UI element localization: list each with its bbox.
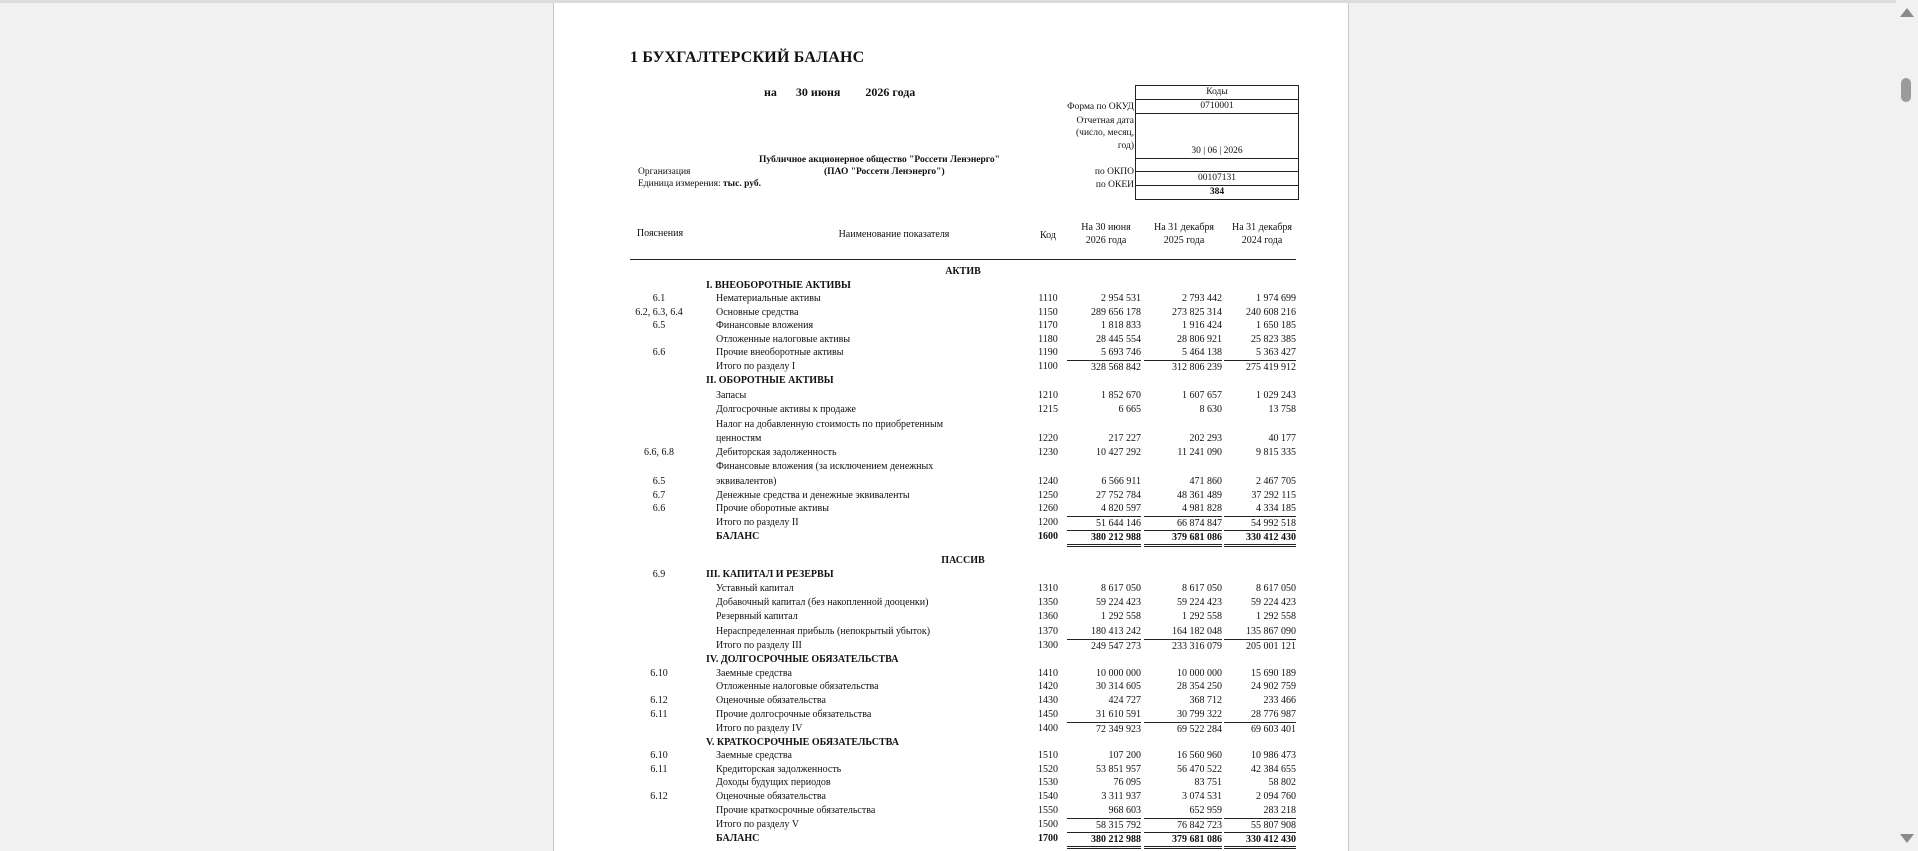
row-code: 1215 (1038, 404, 1058, 415)
row-name: Запасы (716, 390, 747, 401)
row-value-2025-12: 1 607 657 (1182, 390, 1222, 401)
row-value-2025-12: 202 293 (1189, 433, 1222, 444)
row-value-2026-06: 76 095 (1113, 777, 1141, 788)
report-date-line (764, 85, 915, 100)
table-row (630, 694, 1296, 707)
header-col2-line1: На 31 декабря (1153, 222, 1215, 233)
row-value-2025-12: 8 617 050 (1182, 583, 1222, 594)
row-note: 6.7 (652, 490, 666, 501)
row-name: Доходы будущих периодов (716, 777, 831, 788)
row-value-2025-12: 273 825 314 (1172, 307, 1222, 318)
row-value-2025-12: 164 182 048 (1172, 626, 1222, 637)
report-date-label-2: (число, месяц, (1076, 128, 1134, 138)
table-section-heading (630, 374, 1296, 387)
table-subtotal-row (630, 722, 1296, 735)
row-value-2026-06: 107 200 (1108, 750, 1141, 761)
row-name: Заемные средства (716, 750, 792, 761)
org-name-line-1: Публичное акционерное общество "Россети Ленэнерго" (759, 155, 1000, 165)
okei-code: 384 (1209, 187, 1225, 197)
row-value-2024-12: 10 986 473 (1251, 750, 1296, 761)
header-name: Наименование показателя (838, 229, 950, 240)
row-value-2025-12: 652 959 (1189, 805, 1222, 816)
row-value-2025-12: 10 000 000 (1177, 668, 1222, 679)
header-col1-line1: На 30 июня (1081, 222, 1131, 233)
table-row (630, 333, 1296, 346)
row-name: Дебиторская задолженность (716, 447, 837, 458)
row-name: Итого по разделу I (716, 361, 796, 372)
row-value-2026-06: 30 314 605 (1096, 681, 1141, 692)
row-value-2024-12: 69 603 401 (1224, 722, 1296, 736)
row-name: Финансовые вложения (за исключением денежных (716, 461, 934, 472)
row-value-2024-12: 40 177 (1268, 433, 1296, 444)
row-value-2025-12: 233 316 079 (1144, 639, 1222, 653)
row-code: 1250 (1038, 490, 1058, 501)
table-row (630, 610, 1296, 623)
row-note: 6.10 (650, 668, 668, 679)
row-value-2025-12: 368 712 (1189, 695, 1222, 706)
row-value-2025-12: 59 224 423 (1177, 597, 1222, 608)
table-row (630, 292, 1296, 305)
table-row (630, 708, 1296, 721)
row-code: 1530 (1038, 777, 1058, 788)
row-value-2024-12: 233 466 (1263, 695, 1296, 706)
row-code: 1510 (1038, 750, 1058, 761)
org-label: Организация (638, 167, 691, 177)
document-title: 1 БУХГАЛТЕРСКИЙ БАЛАНС (630, 49, 865, 66)
row-value-2026-06: 58 315 792 (1067, 818, 1141, 832)
row-value-2025-12: 5 464 138 (1182, 347, 1222, 358)
row-value-2025-12: 30 799 322 (1177, 709, 1222, 720)
row-name: Основные средства (716, 307, 799, 318)
row-value-2026-06: 31 610 591 (1096, 709, 1141, 720)
table-row (630, 596, 1296, 609)
table-row (630, 460, 1296, 473)
row-code: 1260 (1038, 503, 1058, 514)
row-value-2025-12: 28 806 921 (1177, 334, 1222, 345)
row-value-2025-12: 2 793 442 (1182, 293, 1222, 304)
row-value-2026-06: 217 227 (1108, 433, 1141, 444)
row-value-2025-12: 379 681 086 (1144, 530, 1222, 547)
table-balance-row (630, 530, 1296, 543)
report-date-cell (1136, 114, 1298, 159)
row-value-2026-06: 1 292 558 (1101, 611, 1141, 622)
row-value-2024-12: 1 650 185 (1256, 320, 1296, 331)
row-value-2025-12: 1 916 424 (1182, 320, 1222, 331)
row-code: 1220 (1038, 433, 1058, 444)
row-value-2024-12: 15 690 189 (1251, 668, 1296, 679)
row-value-2026-06: 3 311 937 (1101, 791, 1141, 802)
row-name: ценностям (716, 433, 762, 444)
row-value-2026-06: 380 212 988 (1067, 530, 1141, 547)
row-name: АКТИВ (945, 266, 981, 277)
row-value-2024-12: 28 776 987 (1251, 709, 1296, 720)
row-code: 1300 (1038, 640, 1058, 651)
date-year: 2026 года (865, 85, 916, 99)
row-note: 6.9 (652, 569, 666, 580)
table-section-heading (630, 568, 1296, 581)
row-name: IV. ДОЛГОСРОЧНЫЕ ОБЯЗАТЕЛЬСТВА (706, 654, 899, 665)
scrollbar-thumb[interactable] (1901, 78, 1911, 102)
row-value-2024-12: 25 823 385 (1251, 334, 1296, 345)
row-value-2024-12: 1 292 558 (1256, 611, 1296, 622)
row-name: Долгосрочные активы к продаже (716, 404, 856, 415)
header-col1-line2: 2026 года (1085, 235, 1127, 246)
unit-value: тыс. руб. (723, 179, 761, 189)
row-value-2024-12: 24 902 759 (1251, 681, 1296, 692)
table-row (630, 319, 1296, 332)
row-code: 1100 (1038, 361, 1058, 372)
org-name-line-2: (ПАО "Россети Ленэнерго") (824, 167, 945, 177)
row-value-2026-06: 53 851 957 (1096, 764, 1141, 775)
row-value-2024-12: 54 992 518 (1224, 516, 1296, 530)
row-value-2025-12: 28 354 250 (1177, 681, 1222, 692)
row-value-2026-06: 10 000 000 (1096, 668, 1141, 679)
row-value-2025-12: 11 241 090 (1177, 447, 1222, 458)
row-value-2026-06: 1 852 670 (1101, 390, 1141, 401)
row-value-2026-06: 4 820 597 (1101, 503, 1141, 514)
table-row (630, 625, 1296, 638)
row-code: 1420 (1038, 681, 1058, 692)
row-name: Заемные средства (716, 668, 792, 679)
table-row (630, 804, 1296, 817)
row-note: 6.6, 6.8 (644, 447, 674, 458)
row-value-2024-12: 13 758 (1268, 404, 1296, 415)
row-value-2026-06: 6 665 (1118, 404, 1141, 415)
table-row (630, 763, 1296, 776)
table-balance-row (630, 832, 1296, 845)
okud-label: Форма по ОКУД (1067, 102, 1134, 112)
row-value-2024-12: 37 292 115 (1251, 490, 1296, 501)
row-value-2024-12: 135 867 090 (1246, 626, 1296, 637)
table-subtotal-row (630, 516, 1296, 529)
table-row (630, 582, 1296, 595)
row-code: 1200 (1038, 517, 1058, 528)
row-name: Резервный капитал (716, 611, 798, 622)
row-code: 1600 (1038, 531, 1058, 542)
row-code: 1430 (1038, 695, 1058, 706)
report-date-value: 30 | 06 | 2026 (1191, 146, 1243, 156)
row-value-2026-06: 10 427 292 (1096, 447, 1141, 458)
row-note: 6.12 (650, 791, 668, 802)
table-row (630, 475, 1296, 488)
row-note: 6.1 (652, 293, 666, 304)
row-value-2024-12: 240 608 216 (1246, 307, 1296, 318)
row-value-2025-12: 66 874 847 (1144, 516, 1222, 530)
row-code: 1240 (1038, 476, 1058, 487)
row-code: 1370 (1038, 626, 1058, 637)
row-value-2024-12: 4 334 185 (1256, 503, 1296, 514)
row-name: Итого по разделу III (716, 640, 802, 651)
row-value-2026-06: 51 644 146 (1067, 516, 1141, 530)
row-value-2026-06: 380 212 988 (1067, 832, 1141, 849)
row-note: 6.11 (650, 709, 668, 720)
row-name: V. КРАТКОСРОЧНЫЕ ОБЯЗАТЕЛЬСТВА (706, 737, 899, 748)
table-row (630, 667, 1296, 680)
table-group-heading (630, 265, 1296, 278)
report-date-label-1: Отчетная дата (1076, 116, 1134, 126)
row-name: Итого по разделу II (716, 517, 799, 528)
row-name: III. КАПИТАЛ И РЕЗЕРВЫ (706, 569, 834, 580)
row-value-2026-06: 328 568 842 (1067, 360, 1141, 374)
row-value-2026-06: 180 413 242 (1091, 626, 1141, 637)
okei-label: по ОКЕИ (1095, 180, 1134, 190)
table-section-heading (630, 279, 1296, 292)
table-subtotal-row (630, 360, 1296, 373)
row-value-2025-12: 3 074 531 (1182, 791, 1222, 802)
row-value-2026-06: 6 566 911 (1101, 476, 1141, 487)
vertical-scrollbar[interactable] (1896, 0, 1918, 851)
row-value-2026-06: 8 617 050 (1101, 583, 1141, 594)
row-value-2024-12: 205 001 121 (1224, 639, 1296, 653)
scroll-down-arrow-icon[interactable] (1900, 834, 1914, 843)
row-code: 1500 (1038, 819, 1058, 830)
row-value-2025-12: 471 860 (1189, 476, 1222, 487)
row-value-2024-12: 5 363 427 (1256, 347, 1296, 358)
row-value-2026-06: 72 349 923 (1067, 722, 1141, 736)
row-code: 1550 (1038, 805, 1058, 816)
codes-header: Коды (1136, 86, 1298, 100)
table-subtotal-row (630, 818, 1296, 831)
row-name: Финансовые вложения (716, 320, 814, 331)
row-value-2026-06: 968 603 (1108, 805, 1141, 816)
header-rule (630, 259, 1296, 260)
table-row (630, 418, 1296, 431)
unit-label: Единица измерения: (638, 179, 721, 189)
table-row (630, 403, 1296, 416)
row-value-2024-12: 275 419 912 (1224, 360, 1296, 374)
row-name: Налог на добавленную стоимость по приобретенным (716, 419, 944, 430)
row-value-2025-12: 4 981 828 (1182, 503, 1222, 514)
row-value-2026-06: 5 693 746 (1101, 347, 1141, 358)
row-name: БАЛАНС (716, 531, 760, 542)
row-code: 1410 (1038, 668, 1058, 679)
row-name: Отложенные налоговые обязательства (716, 681, 879, 692)
row-value-2025-12: 48 361 489 (1177, 490, 1222, 501)
row-code: 1350 (1038, 597, 1058, 608)
report-date-label-3: год) (1117, 141, 1134, 151)
row-name: Прочие краткосрочные обязательства (716, 805, 876, 816)
row-value-2024-12: 330 412 430 (1224, 530, 1296, 547)
row-note: 6.10 (650, 750, 668, 761)
okpo-code: 00107131 (1136, 172, 1298, 186)
document-page (553, 3, 1349, 851)
row-code: 1210 (1038, 390, 1058, 401)
row-name: Уставный капитал (716, 583, 794, 594)
row-name: Отложенные налоговые активы (716, 334, 851, 345)
table-subtotal-row (630, 639, 1296, 652)
header-col3-line2: 2024 года (1241, 235, 1283, 246)
row-name: Оценочные обязательства (716, 695, 826, 706)
header-col3 (1224, 221, 1300, 247)
row-code: 1170 (1038, 320, 1058, 331)
row-code: 1190 (1038, 347, 1058, 358)
row-name: Добавочный капитал (без накопленной дооценки) (716, 597, 929, 608)
table-group-heading (630, 554, 1296, 567)
row-name: Оценочные обязательства (716, 791, 826, 802)
table-row (630, 502, 1296, 515)
row-name: Нераспределенная прибыль (непокрытый убыток) (716, 626, 931, 637)
table-row (630, 446, 1296, 459)
table-row (630, 306, 1296, 319)
row-code: 1700 (1038, 833, 1058, 844)
row-value-2026-06: 424 727 (1108, 695, 1141, 706)
row-value-2024-12: 2 467 705 (1256, 476, 1296, 487)
row-value-2026-06: 27 752 784 (1096, 490, 1141, 501)
table-row (630, 432, 1296, 445)
table-row (630, 749, 1296, 762)
header-col2 (1144, 221, 1224, 247)
row-code: 1450 (1038, 709, 1058, 720)
row-value-2026-06: 289 656 178 (1091, 307, 1141, 318)
row-name: Нематериальные активы (716, 293, 821, 304)
row-value-2026-06: 2 954 531 (1101, 293, 1141, 304)
row-value-2025-12: 1 292 558 (1182, 611, 1222, 622)
row-value-2025-12: 56 470 522 (1177, 764, 1222, 775)
row-name: Прочие оборотные активы (716, 503, 829, 514)
row-code: 1230 (1038, 447, 1058, 458)
row-value-2024-12: 1 029 243 (1256, 390, 1296, 401)
row-code: 1400 (1038, 723, 1058, 734)
scroll-up-arrow-icon[interactable] (1900, 8, 1914, 17)
row-value-2025-12: 69 522 284 (1144, 722, 1222, 736)
unit-line (638, 179, 761, 189)
row-note: 6.6 (652, 503, 666, 514)
row-name: Кредиторская задолженность (716, 764, 842, 775)
row-value-2024-12: 58 802 (1268, 777, 1296, 788)
okpo-label: по ОКПО (1094, 167, 1134, 177)
row-value-2024-12: 55 807 908 (1224, 818, 1296, 832)
row-value-2024-12: 2 094 760 (1256, 791, 1296, 802)
row-name: БАЛАНС (716, 833, 760, 844)
row-value-2024-12: 330 412 430 (1224, 832, 1296, 849)
row-value-2024-12: 1 974 699 (1256, 293, 1296, 304)
row-value-2024-12: 59 224 423 (1251, 597, 1296, 608)
table-row (630, 389, 1296, 402)
row-value-2025-12: 76 842 723 (1144, 818, 1222, 832)
row-name: II. ОБОРОТНЫЕ АКТИВЫ (706, 375, 834, 386)
row-value-2025-12: 379 681 086 (1144, 832, 1222, 849)
row-name: Итого по разделу V (716, 819, 800, 830)
row-name: эквивалентов) (716, 476, 777, 487)
row-name: ПАССИВ (941, 555, 985, 566)
row-value-2024-12: 42 384 655 (1251, 764, 1296, 775)
table-row (630, 489, 1296, 502)
row-code: 1180 (1038, 334, 1058, 345)
table-row (630, 346, 1296, 359)
date-day-month: 30 июня (795, 85, 841, 99)
row-name: Прочие внеоборотные активы (716, 347, 844, 358)
row-value-2024-12: 9 815 335 (1256, 447, 1296, 458)
row-note: 6.5 (652, 476, 666, 487)
row-code: 1150 (1038, 307, 1058, 318)
okud-code: 0710001 (1136, 100, 1298, 114)
row-value-2025-12: 8 630 (1199, 404, 1222, 415)
table-section-heading (630, 653, 1296, 666)
row-name: Денежные средства и денежные эквиваленты (716, 490, 910, 501)
row-note: 6.11 (650, 764, 668, 775)
row-value-2025-12: 16 560 960 (1177, 750, 1222, 761)
table-row (630, 790, 1296, 803)
row-code: 1520 (1038, 764, 1058, 775)
table-section-heading (630, 736, 1296, 749)
row-value-2025-12: 83 751 (1194, 777, 1222, 788)
row-note: 6.2, 6.3, 6.4 (635, 307, 683, 318)
row-code: 1540 (1038, 791, 1058, 802)
row-value-2025-12: 312 806 239 (1144, 360, 1222, 374)
row-value-2026-06: 1 818 833 (1101, 320, 1141, 331)
header-code: Код (1040, 230, 1056, 241)
row-value-2026-06: 28 445 554 (1096, 334, 1141, 345)
row-note: 6.5 (652, 320, 666, 331)
header-notes: Пояснения (636, 228, 684, 239)
row-name: Прочие долгосрочные обязательства (716, 709, 872, 720)
row-name: Итого по разделу IV (716, 723, 803, 734)
header-col1 (1067, 221, 1145, 247)
table-row (630, 776, 1296, 789)
row-note: 6.6 (652, 347, 666, 358)
row-value-2026-06: 249 547 273 (1067, 639, 1141, 653)
row-code: 1310 (1038, 583, 1058, 594)
row-name: I. ВНЕОБОРОТНЫЕ АКТИВЫ (706, 280, 851, 291)
row-value-2024-12: 8 617 050 (1256, 583, 1296, 594)
row-code: 1110 (1038, 293, 1058, 304)
row-code: 1360 (1038, 611, 1058, 622)
codes-box (1135, 85, 1299, 200)
row-value-2024-12: 283 218 (1263, 805, 1296, 816)
header-col3-line1: На 31 декабря (1231, 222, 1293, 233)
blank-code-row (1136, 159, 1298, 172)
date-prefix: на (764, 85, 777, 99)
row-value-2026-06: 59 224 423 (1096, 597, 1141, 608)
header-col2-line2: 2025 года (1163, 235, 1205, 246)
row-note: 6.12 (650, 695, 668, 706)
table-row (630, 680, 1296, 693)
